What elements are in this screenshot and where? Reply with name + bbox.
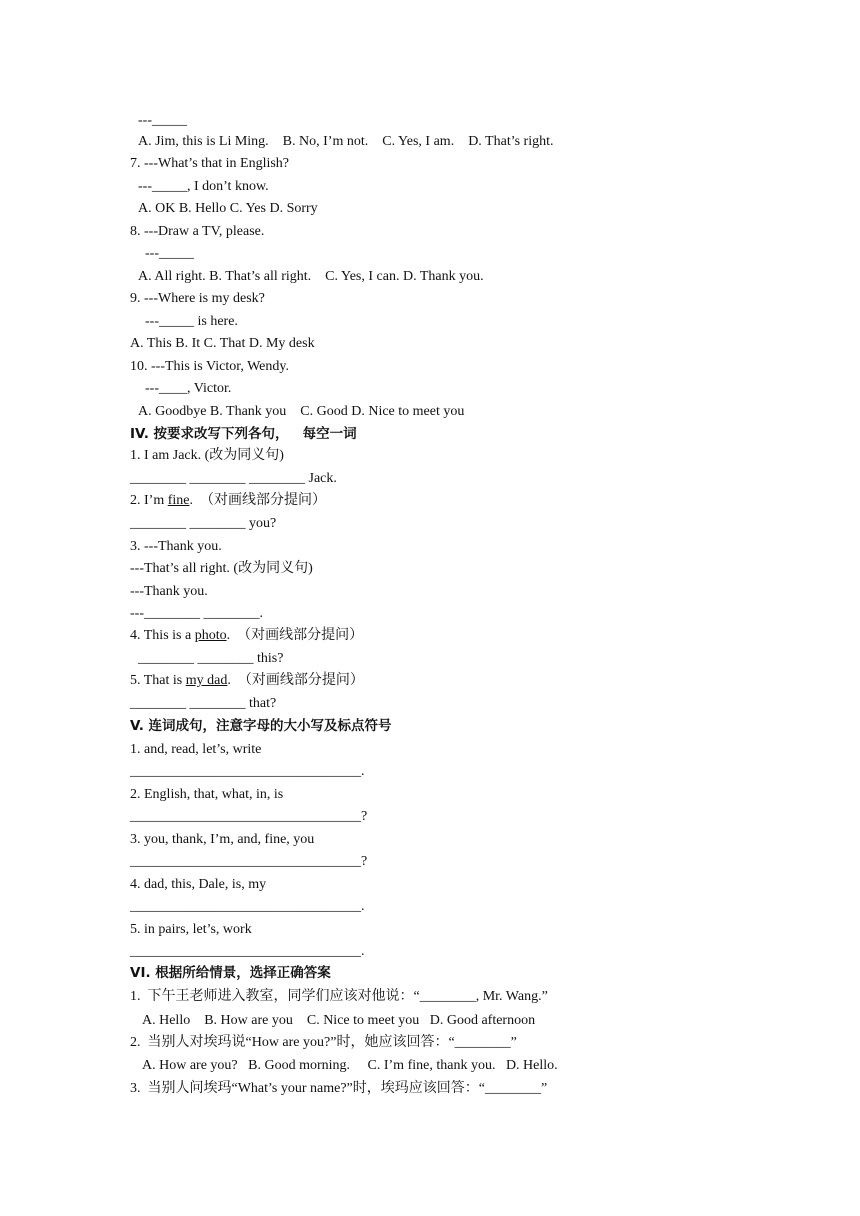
- q7-question: 7. ---What’s that in English?: [130, 156, 290, 171]
- q6-options: A. Jim, this is Li Ming. B. No, I’m not. C. Yes, I am. D. That’s right.: [138, 134, 554, 149]
- order-5-blank: _________________________________.: [130, 944, 365, 959]
- rewrite-4: [130, 627, 363, 645]
- rewrite-2-prefix: 2. I’m: [130, 493, 168, 508]
- order-1-words: 1. and, read, let’s, write: [130, 742, 262, 757]
- rewrite-4-prefix: 4. This is a: [130, 628, 195, 643]
- q9-answer: ---_____ is here.: [145, 314, 238, 329]
- q9-options: A. This B. It C. That D. My desk: [130, 336, 315, 351]
- q10-options: A. Goodbye B. Thank you C. Good D. Nice to meet you: [138, 404, 465, 419]
- rewrite-2-underlined: fine: [167, 493, 190, 508]
- rewrite-1: 1. I am Jack. (改为同义句): [130, 448, 284, 463]
- order-4-blank: _________________________________.: [130, 899, 365, 914]
- rewrite-4-underlined: photo: [194, 628, 227, 643]
- q7-options: A. OK B. Hello C. Yes D. Sorry: [138, 201, 318, 216]
- rewrite-5-prefix: 5. That is: [130, 673, 186, 688]
- rewrite-5-underlined: my dad: [185, 673, 228, 688]
- situation-1-question: 1. 下午王老师进入教室，同学们应该对他说：“________, Mr. Wang.”: [130, 989, 548, 1004]
- situation-2-question: 2. 当别人对埃玛说“How are you?”时，她应该回答：“________”: [130, 1035, 517, 1050]
- rewrite-5: [130, 672, 364, 690]
- order-3-words: 3. you, thank, I’m, and, fine, you: [130, 832, 315, 847]
- situation-2-options: A. How are you? B. Good morning. C. I’m fine, thank you. D. Hello.: [142, 1058, 558, 1073]
- rewrite-4-instruction: . （对画线部分提问）: [226, 628, 364, 643]
- rewrite-4-blank: ________ ________ this?: [138, 651, 284, 666]
- rewrite-1-blank: ________ ________ ________ Jack.: [130, 471, 337, 486]
- q6-answer-blank: ---_____: [138, 113, 187, 128]
- order-4-words: 4. dad, this, Dale, is, my: [130, 877, 267, 892]
- situation-1-options: A. Hello B. How are you C. Nice to meet you D. Good afternoon: [142, 1013, 536, 1028]
- rewrite-5-instruction: . （对画线部分提问）: [227, 673, 364, 688]
- q8-question: 8. ---Draw a TV, please.: [130, 224, 265, 239]
- rewrite-3: 3. ---Thank you.: [130, 539, 222, 554]
- order-1-blank: _________________________________.: [130, 764, 365, 779]
- rewrite-2-instruction: . （对画线部分提问）: [189, 493, 326, 508]
- section-vi-heading: VI. 根据所给情景，选择正确答案: [130, 965, 331, 981]
- q9-question: 9. ---Where is my desk?: [130, 291, 265, 306]
- q8-options: A. All right. B. That’s all right. C. Yes, I can. D. Thank you.: [138, 269, 484, 284]
- rewrite-2: [130, 492, 326, 510]
- situation-3-question: 3. 当别人问埃玛“What’s your name?”时，埃玛应该回答：“________”: [130, 1081, 548, 1096]
- rewrite-5-blank: ________ ________ that?: [130, 696, 277, 711]
- section-v-heading: V. 连词成句，注意字母的大小写及标点符号: [130, 718, 392, 734]
- order-2-blank: _________________________________?: [130, 809, 368, 824]
- rewrite-3-line2: ---That’s all right. (改为同义句): [130, 561, 313, 576]
- order-2-words: 2. English, that, what, in, is: [130, 787, 284, 802]
- q10-question: 10. ---This is Victor, Wendy.: [130, 359, 289, 374]
- order-5-words: 5. in pairs, let’s, work: [130, 922, 252, 937]
- q7-answer: ---_____, I don’t know.: [138, 179, 269, 194]
- rewrite-2-blank: ________ ________ you?: [130, 516, 277, 531]
- section-iv-heading: IV. 按要求改写下列各句， 每空一词: [130, 426, 357, 442]
- order-3-blank: _________________________________?: [130, 854, 368, 869]
- q10-answer: ---____, Victor.: [145, 381, 232, 396]
- rewrite-3-blank: ---________ ________.: [130, 606, 263, 621]
- q8-answer-blank: ---_____: [145, 246, 194, 261]
- rewrite-3-line3: ---Thank you.: [130, 584, 208, 599]
